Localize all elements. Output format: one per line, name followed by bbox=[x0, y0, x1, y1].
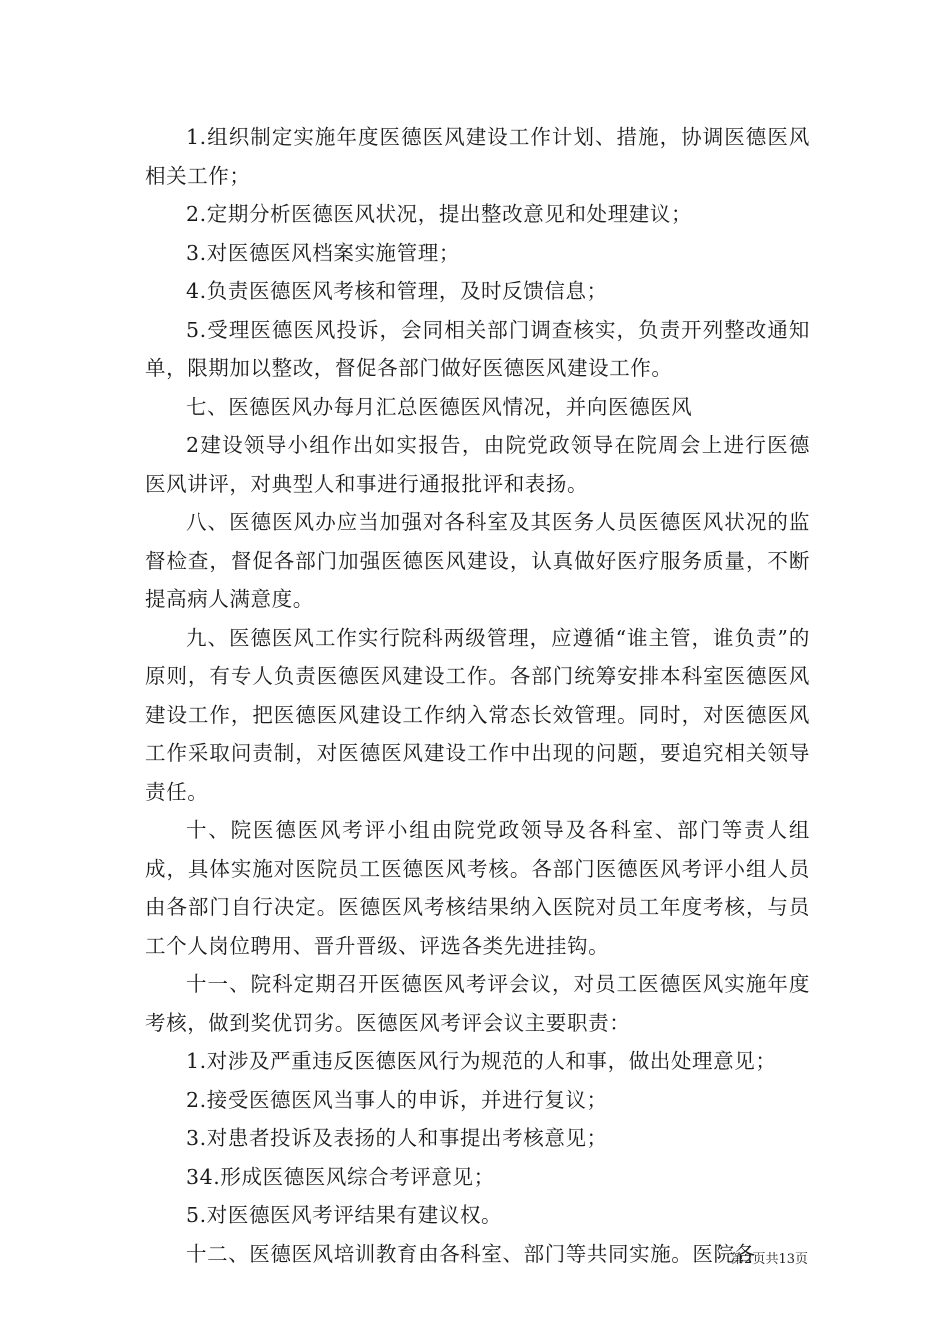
paragraph-12: 1.对涉及严重违反医德医风行为规范的人和事，做出处理意见； bbox=[186, 1049, 777, 1073]
paragraph-9: 九、医德医风工作实行院科两级管理，应遵循“谁主管，谁负责”的原则，有专人负责医德医风建设工作。各部门统筹安排本科室医德医风建设工作，把医德医风建设工作纳入常态长效管理。同时，对医德医风工作采取问责制，对医德医风建设工作中出现的问题，要追究相关领导责任。 bbox=[145, 625, 810, 804]
paragraph-10: 十、院医德医风考评小组由院党政领导及各科室、部门等责人组成，具体实施对医院员工医德医风考核。各部门医德医风考评小组人员由各部门自行决定。医德医风考核结果纳入医院对员工年度考核，与员工个人岗位聘用、晋升晋级、评选各类先进挂钩。 bbox=[145, 818, 810, 958]
paragraph-3: 3.对医德医风档案实施管理； bbox=[186, 240, 460, 265]
paragraph-2: 2.定期分析医德医风状况，提出整改意见和处理建议； bbox=[186, 202, 693, 226]
paragraph-15: 34.形成医德医风综合考评意见； bbox=[186, 1164, 495, 1189]
paragraph-11: 十一、院科定期召开医德医风考评会议，对员工医德医风实施年度考核，做到奖优罚劣。医德医风考评会议主要职责： bbox=[145, 972, 810, 1035]
paragraph-5: 5.受理医德医风投诉，会同相关部门调查核实，负责开列整改通知单，限期加以整改，督促各部门做好医德医风建设工作。 bbox=[145, 317, 810, 380]
paragraph-16: 5.对医德医风考评结果有建议权。 bbox=[186, 1203, 503, 1227]
paragraph-17: 十二、医德医风培训教育由各科室、部门等共同实施。医院各 bbox=[186, 1241, 756, 1266]
paragraph-14: 3.对患者投诉及表扬的人和事提出考核意见； bbox=[186, 1126, 608, 1150]
paragraph-7: 2建设领导小组作出如实报告，由院党政领导在院周会上进行医德医风讲评，对典型人和事进行通报批评和表扬。 bbox=[145, 433, 810, 496]
paragraph-8: 八、医德医风办应当加强对各科室及其医务人员医德医风状况的监督检查，督促各部门加强医德医风建设，认真做好医疗服务质量，不断提高病人满意度。 bbox=[145, 510, 810, 611]
paragraph-1: 1.组织制定实施年度医德医风建设工作计划、措施，协调医德医风相关工作； bbox=[145, 125, 810, 188]
page-number: 第2页共13页 bbox=[731, 1252, 808, 1267]
paragraph-6: 七、医德医风办每月汇总医德医风情况，并向医德医风 bbox=[186, 394, 693, 419]
paragraph-4: 4.负责医德医风考核和管理，及时反馈信息； bbox=[186, 279, 608, 303]
paragraph-13: 2.接受医德医风当事人的申诉，并进行复议； bbox=[186, 1087, 608, 1112]
document-body bbox=[145, 118, 810, 1273]
